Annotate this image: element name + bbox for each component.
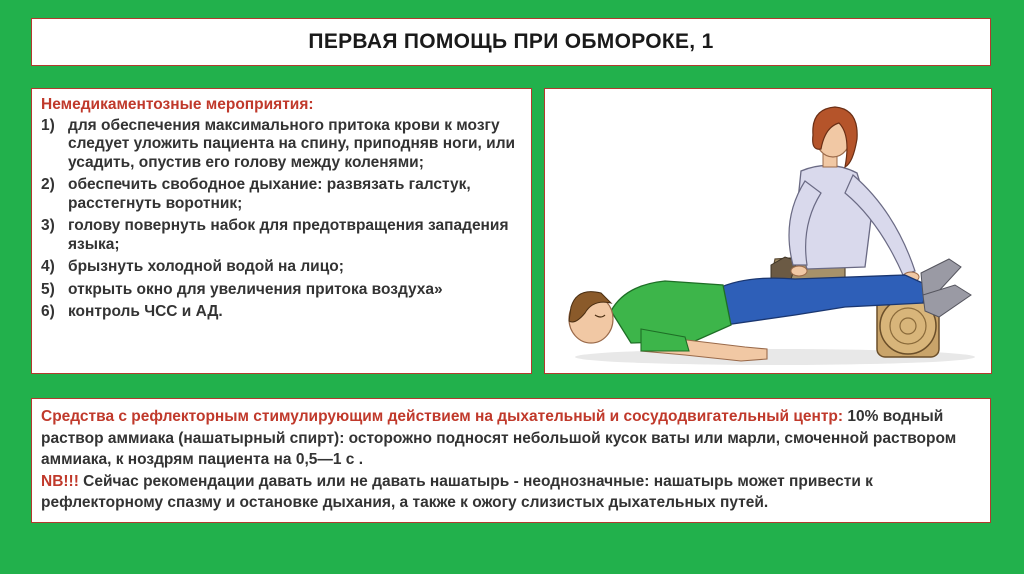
list-item-text: обеспечить свободное дыхание: развязать галстук, расстегнуть воротник; — [68, 176, 471, 212]
list-item-text: голову повернуть набок для предотвращения западения языка; — [68, 217, 509, 253]
woman-figure — [771, 107, 919, 287]
illustration-svg — [545, 89, 991, 373]
list-item-text: открыть окно для увеличения притока воздуха» — [68, 280, 443, 298]
list-item-number: 1) — [41, 116, 55, 134]
nb-text: Сейчас рекомендации давать или не давать нашатырь - неоднозначные: нашатырь может привести к рефлекторному спазму и остановке дыхания, а также к ожогу слизистых дыхательных путей. — [41, 472, 873, 511]
list-item-number: 4) — [41, 258, 55, 275]
reflex-agents-heading: Средства с рефлекторным стимулирующим действием на дыхательный и сосудодвигательный центр: — [41, 408, 844, 425]
list-item-text: контроль ЧСС и АД. — [68, 303, 223, 320]
list-item — [41, 303, 521, 322]
first-aid-illustration — [544, 88, 992, 374]
list-item — [41, 281, 521, 300]
list-item-text: брызнуть холодной водой на лицо; — [68, 258, 344, 275]
measures-heading: Немедикаментозные мероприятия: — [41, 96, 314, 113]
list-item-number: 5) — [41, 280, 55, 298]
reflex-agents-text: 10% водный раствор аммиака (нашатырный спирт): осторожно подносят небольшой кусок ваты или марли, смоченной раствором аммиака, к ноздрям пациента на 0,5—1 с . — [41, 408, 957, 468]
list-item-number: 6) — [41, 303, 55, 320]
reflex-agents-panel — [31, 398, 991, 523]
list-item-text: для обеспечения максимального притока крови к мозгу следует уложить пациента на спину, приподняв ноги, или усадить, опустив его голову между коленями; — [68, 116, 516, 171]
nb-label: NB!!! — [41, 472, 79, 490]
title-box — [31, 18, 991, 66]
list-item — [41, 217, 521, 254]
slide-title: ПЕРВАЯ ПОМОЩЬ ПРИ ОБМОРОКЕ, 1 — [308, 30, 714, 53]
list-item — [41, 176, 521, 213]
list-item — [41, 117, 521, 173]
measures-list — [41, 117, 521, 322]
list-item-number: 3) — [41, 217, 55, 234]
list-item — [41, 258, 521, 277]
measures-panel — [31, 88, 532, 374]
list-item-number: 2) — [41, 176, 55, 193]
